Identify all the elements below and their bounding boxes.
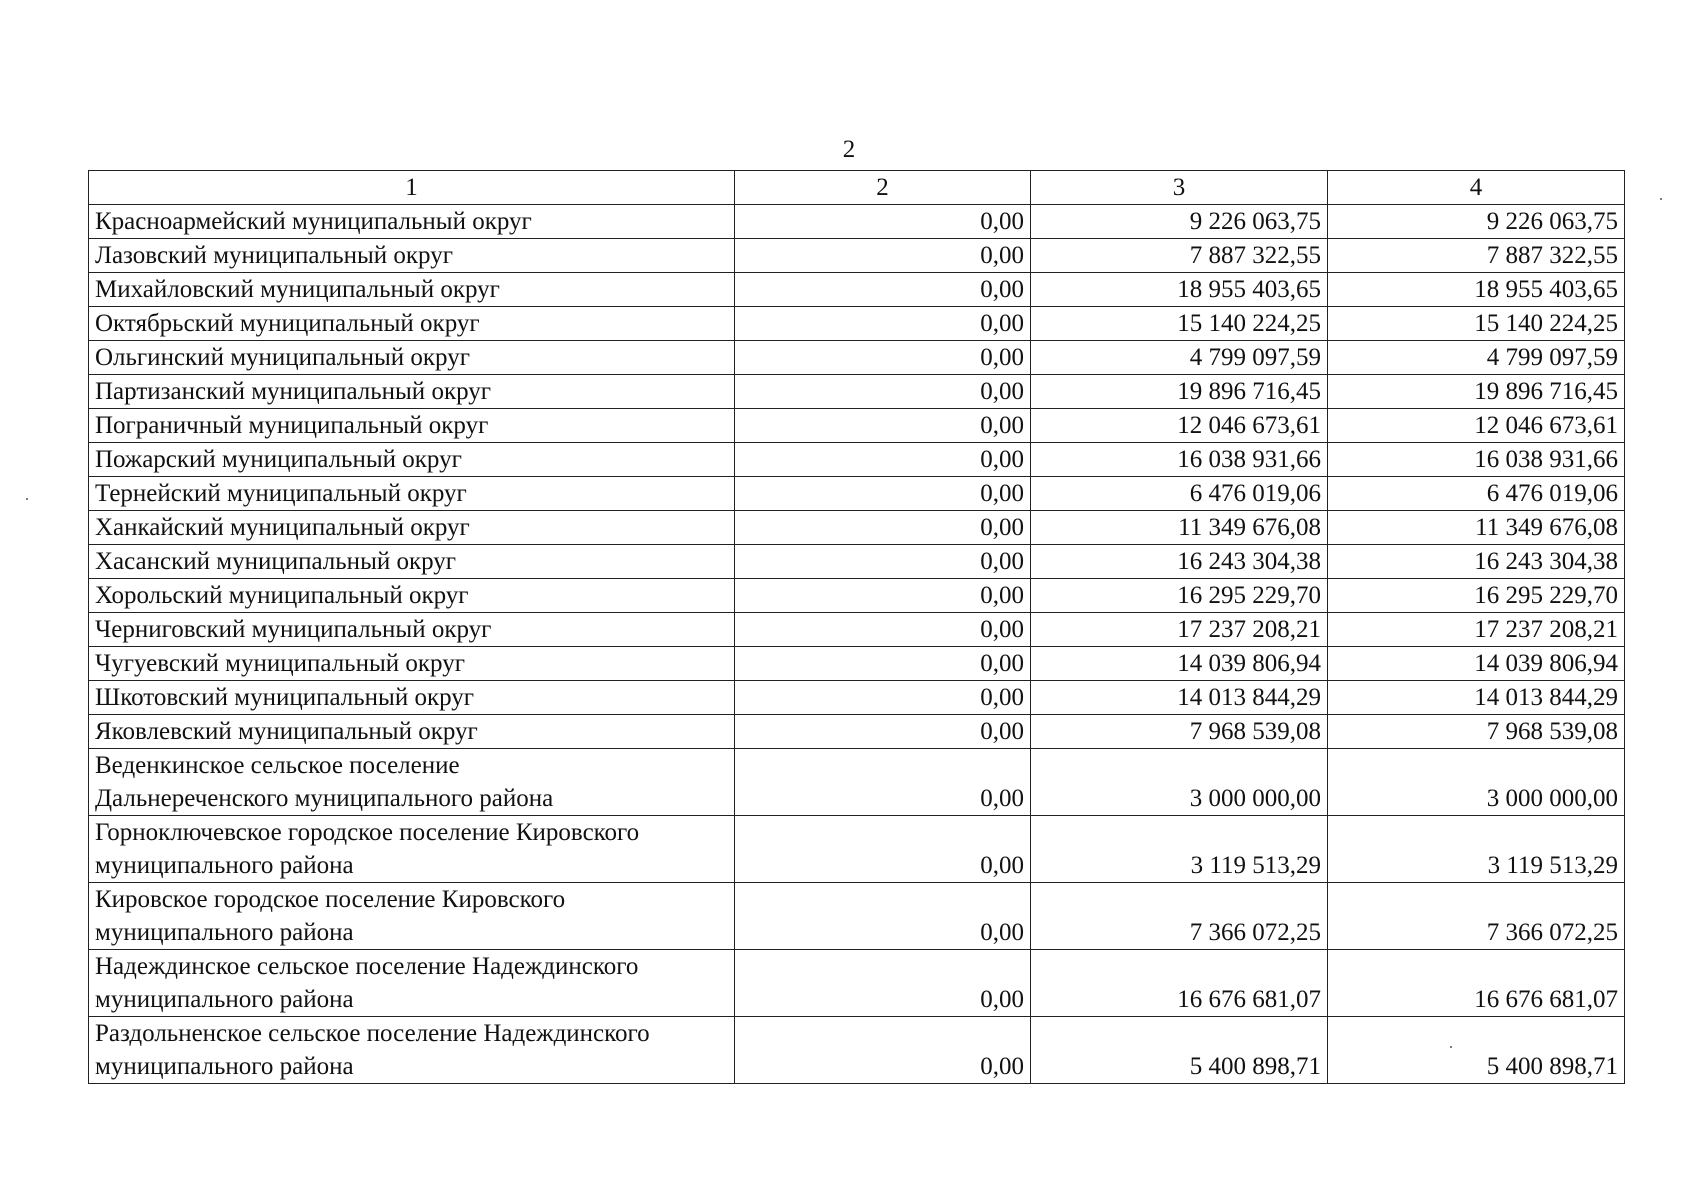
row-col3-cell: 16 676 681,07 (1031, 950, 1328, 1017)
row-col4-cell: 4 799 097,59 (1328, 341, 1625, 375)
row-col2-cell: 0,00 (735, 715, 1031, 749)
table-row (89, 409, 1625, 443)
row-col3-cell: 9 226 063,75 (1031, 205, 1328, 239)
row-name-cell: Лазовский муниципальный округ (89, 239, 735, 273)
table-row (89, 613, 1625, 647)
row-col3-cell: 16 295 229,70 (1031, 579, 1328, 613)
row-col3-cell: 15 140 224,25 (1031, 307, 1328, 341)
row-col2-cell: 0,00 (735, 579, 1031, 613)
row-col4-cell: 17 237 208,21 (1328, 613, 1625, 647)
row-name-cell: Михайловский муниципальный округ (89, 273, 735, 307)
row-col2-cell: 0,00 (735, 477, 1031, 511)
row-name-cell: Хасанский муниципальный округ (89, 545, 735, 579)
row-col4-cell: 16 243 304,38 (1328, 545, 1625, 579)
row-col2-cell: 0,00 (735, 307, 1031, 341)
row-name-cell: Веденкинское сельское поселение Дальнереченского муниципального района (89, 749, 735, 816)
row-name-cell: Пограничный муниципальный округ (89, 409, 735, 443)
row-col2-cell: 0,00 (735, 273, 1031, 307)
table-row (89, 477, 1625, 511)
row-name-cell: Октябрьский муниципальный округ (89, 307, 735, 341)
row-col2-cell: 0,00 (735, 341, 1031, 375)
row-col4-cell: 11 349 676,08 (1328, 511, 1625, 545)
table-row (89, 545, 1625, 579)
row-col2-cell: 0,00 (735, 409, 1031, 443)
row-col4-cell: 14 039 806,94 (1328, 647, 1625, 681)
table-row (89, 579, 1625, 613)
row-name-cell: Раздольненское сельское поселение Надеждинского муниципального района (89, 1017, 735, 1084)
table-row (89, 715, 1625, 749)
row-name-cell: Надеждинское сельское поселение Надеждинского муниципального района (89, 950, 735, 1017)
row-col2-cell: 0,00 (735, 681, 1031, 715)
row-col4-cell: 14 013 844,29 (1328, 681, 1625, 715)
row-col3-cell: 16 243 304,38 (1031, 545, 1328, 579)
row-col3-cell: 7 366 072,25 (1031, 883, 1328, 950)
row-col2-cell: 0,00 (735, 816, 1031, 883)
row-col3-cell: 14 013 844,29 (1031, 681, 1328, 715)
row-col3-cell: 11 349 676,08 (1031, 511, 1328, 545)
header-cell-1: 1 (89, 171, 735, 205)
header-cell-2: 2 (735, 171, 1031, 205)
table-row (89, 816, 1625, 883)
table-header-row (89, 171, 1625, 205)
row-col4-cell: 3 000 000,00 (1328, 749, 1625, 816)
row-col2-cell: 0,00 (735, 883, 1031, 950)
table-row (89, 950, 1625, 1017)
table-row (89, 1017, 1625, 1084)
row-name-cell: Чугуевский муниципальный округ (89, 647, 735, 681)
header-cell-3: 3 (1031, 171, 1328, 205)
row-name-cell: Горноключевское городское поселение Кировского муниципального района (89, 816, 735, 883)
table-row (89, 239, 1625, 273)
table-row (89, 307, 1625, 341)
row-col4-cell: 18 955 403,65 (1328, 273, 1625, 307)
row-col3-cell: 7 887 322,55 (1031, 239, 1328, 273)
scan-speck (1660, 198, 1662, 200)
row-name-cell: Шкотовский муниципальный округ (89, 681, 735, 715)
table-row (89, 647, 1625, 681)
table-row (89, 273, 1625, 307)
table-row (89, 681, 1625, 715)
row-name-cell: Ольгинский муниципальный округ (89, 341, 735, 375)
row-col4-cell: 5 400 898,71 (1328, 1017, 1625, 1084)
scan-speck (26, 498, 28, 500)
table-row (89, 749, 1625, 816)
row-col2-cell: 0,00 (735, 375, 1031, 409)
row-col4-cell: 3 119 513,29 (1328, 816, 1625, 883)
row-name-cell: Хорольский муниципальный округ (89, 579, 735, 613)
row-col3-cell: 5 400 898,71 (1031, 1017, 1328, 1084)
row-name-cell: Ханкайский муниципальный округ (89, 511, 735, 545)
table-row (89, 443, 1625, 477)
row-col2-cell: 0,00 (735, 239, 1031, 273)
row-name-cell: Кировское городское поселение Кировского муниципального района (89, 883, 735, 950)
header-cell-4: 4 (1328, 171, 1625, 205)
row-col4-cell: 12 046 673,61 (1328, 409, 1625, 443)
row-col2-cell: 0,00 (735, 511, 1031, 545)
row-col4-cell: 16 676 681,07 (1328, 950, 1625, 1017)
scan-speck (1450, 1046, 1452, 1048)
row-col4-cell: 7 366 072,25 (1328, 883, 1625, 950)
row-col3-cell: 19 896 716,45 (1031, 375, 1328, 409)
row-col4-cell: 7 887 322,55 (1328, 239, 1625, 273)
table-row (89, 511, 1625, 545)
table-row (89, 883, 1625, 950)
row-col3-cell: 7 968 539,08 (1031, 715, 1328, 749)
row-col3-cell: 14 039 806,94 (1031, 647, 1328, 681)
row-col4-cell: 7 968 539,08 (1328, 715, 1625, 749)
row-col4-cell: 16 038 931,66 (1328, 443, 1625, 477)
row-col4-cell: 19 896 716,45 (1328, 375, 1625, 409)
row-name-cell: Партизанский муниципальный округ (89, 375, 735, 409)
row-col2-cell: 0,00 (735, 613, 1031, 647)
row-name-cell: Красноармейский муниципальный округ (89, 205, 735, 239)
row-name-cell: Тернейский муниципальный округ (89, 477, 735, 511)
page-number: 2 (842, 136, 856, 163)
row-col3-cell: 3 119 513,29 (1031, 816, 1328, 883)
table-row (89, 341, 1625, 375)
row-col3-cell: 12 046 673,61 (1031, 409, 1328, 443)
row-col3-cell: 18 955 403,65 (1031, 273, 1328, 307)
row-col2-cell: 0,00 (735, 950, 1031, 1017)
row-col2-cell: 0,00 (735, 749, 1031, 816)
row-col3-cell: 4 799 097,59 (1031, 341, 1328, 375)
row-col2-cell: 0,00 (735, 1017, 1031, 1084)
row-col2-cell: 0,00 (735, 647, 1031, 681)
row-col4-cell: 16 295 229,70 (1328, 579, 1625, 613)
row-col4-cell: 6 476 019,06 (1328, 477, 1625, 511)
budget-table (88, 170, 1625, 1084)
row-col2-cell: 0,00 (735, 443, 1031, 477)
row-col4-cell: 9 226 063,75 (1328, 205, 1625, 239)
row-col4-cell: 15 140 224,25 (1328, 307, 1625, 341)
table-body (89, 171, 1625, 1084)
row-col2-cell: 0,00 (735, 205, 1031, 239)
row-name-cell: Яковлевский муниципальный округ (89, 715, 735, 749)
row-col3-cell: 3 000 000,00 (1031, 749, 1328, 816)
row-col3-cell: 17 237 208,21 (1031, 613, 1328, 647)
row-name-cell: Черниговский муниципальный округ (89, 613, 735, 647)
row-col2-cell: 0,00 (735, 545, 1031, 579)
table-row (89, 205, 1625, 239)
row-col3-cell: 16 038 931,66 (1031, 443, 1328, 477)
row-col3-cell: 6 476 019,06 (1031, 477, 1328, 511)
table-row (89, 375, 1625, 409)
row-name-cell: Пожарский муниципальный округ (89, 443, 735, 477)
